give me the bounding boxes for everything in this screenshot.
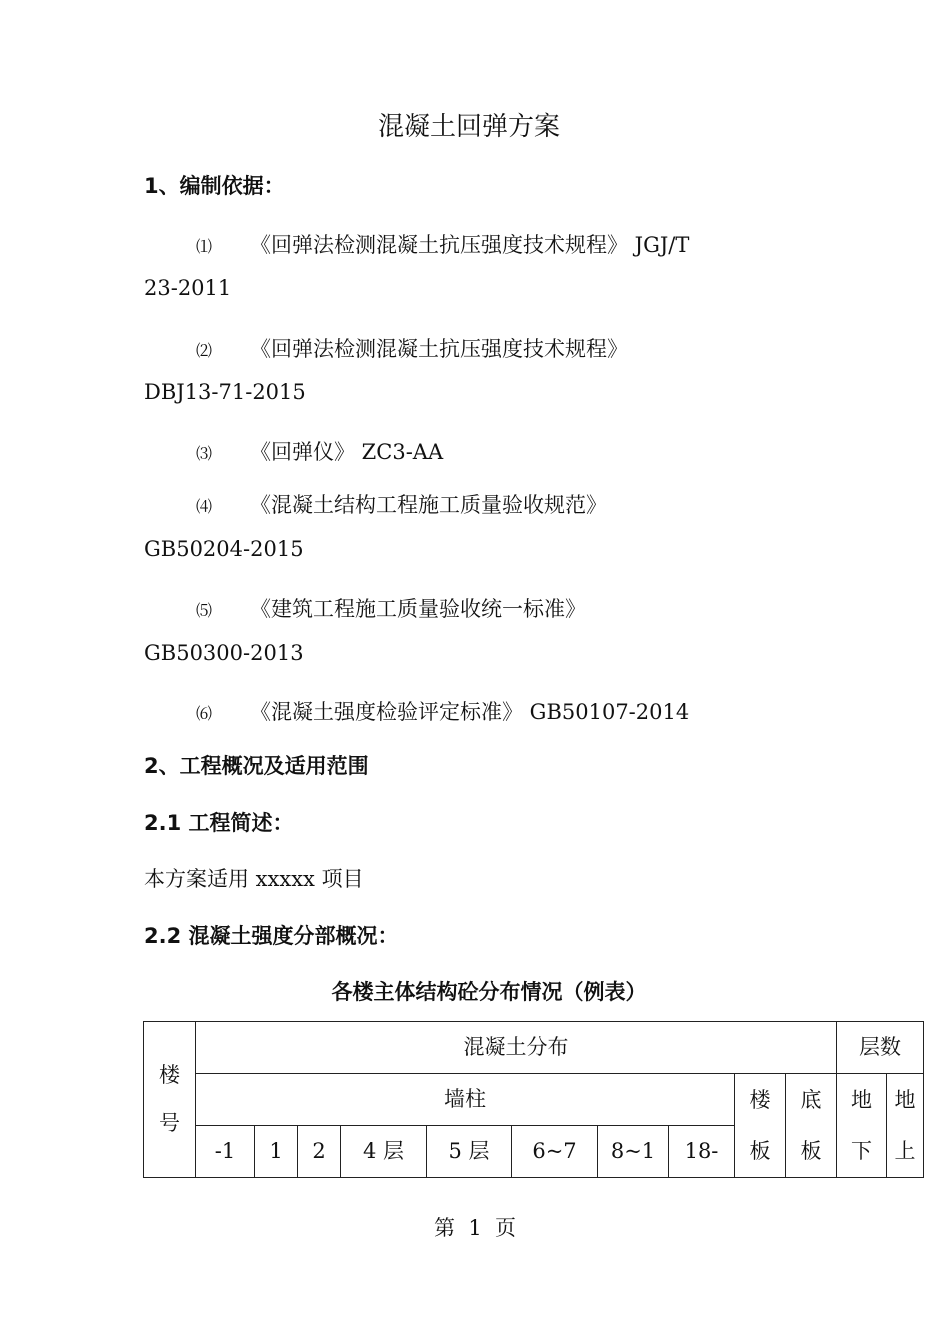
ref-item-4-code: GB50204-2015 (144, 537, 304, 561)
level-cell: 8~1 (598, 1126, 669, 1178)
ref-item-3-number: ⑶ (196, 444, 213, 463)
slab-header (735, 1074, 786, 1178)
building-header-char-2: 号 (159, 1111, 180, 1135)
level-cell: 2 (298, 1126, 341, 1178)
level-cell: -1 (196, 1126, 255, 1178)
table-title: 各楼主体结构砼分布情况（例表） (331, 980, 647, 1004)
aboveground-header-char-2: 上 (894, 1138, 916, 1163)
document-title: 混凝土回弹方案 (377, 112, 560, 142)
bottom-slab-header (786, 1074, 837, 1178)
underground-header-char-2: 下 (851, 1138, 872, 1163)
ref-item-6-title: 《混凝土强度检验评定标准》 GB50107-2014 (250, 700, 690, 724)
slab-header-char-2: 板 (749, 1138, 771, 1163)
section2-1-text: 本方案适用 xxxxx 项目 (144, 867, 364, 891)
underground-header-char-1: 地 (851, 1087, 872, 1112)
underground-floors-header (837, 1074, 887, 1178)
bottom-slab-header-char-1: 底 (800, 1087, 822, 1112)
level-cell: 18- (669, 1126, 735, 1178)
ref-item-5-title: 《建筑工程施工质量验收统一标准》 (250, 597, 586, 621)
level-cell: 1 (255, 1126, 298, 1178)
level-cell: 5 层 (427, 1126, 512, 1178)
concrete-distribution-table (143, 1021, 924, 1178)
page-footer: 第 1 页 (433, 1216, 517, 1240)
section2-heading: 2、工程概况及适用范围 (144, 754, 369, 778)
ref-item-5-number: ⑸ (196, 601, 213, 620)
level-cell: 6~7 (512, 1126, 598, 1178)
wall-column-header: 墙柱 (196, 1074, 735, 1126)
section2-1-heading: 2.1 工程简述： (144, 811, 294, 835)
floor-count-header: 层数 (837, 1022, 924, 1074)
concrete-distribution-header: 混凝土分布 (196, 1022, 837, 1074)
ref-item-1-number: ⑴ (196, 237, 213, 256)
level-cell: 4 层 (341, 1126, 427, 1178)
section2-2-heading: 2.2 混凝土强度分部概况： (144, 924, 399, 948)
bottom-slab-header-char-2: 板 (800, 1138, 822, 1163)
section1-heading: 1、编制依据： (144, 174, 285, 198)
ref-item-2-title: 《回弹法检测混凝土抗压强度技术规程》 (250, 337, 628, 361)
ref-item-1-code: 23-2011 (144, 276, 232, 300)
ref-item-4-number: ⑷ (196, 497, 213, 516)
slab-header-char-1: 楼 (749, 1087, 771, 1112)
building-number-header (144, 1022, 196, 1178)
building-header-char-1: 楼 (159, 1063, 180, 1087)
ref-item-2-code: DBJ13-71-2015 (144, 380, 306, 404)
ref-item-1-title: 《回弹法检测混凝土抗压强度技术规程》 JGJ/T (250, 233, 690, 257)
aboveground-header-char-1: 地 (894, 1087, 916, 1112)
ref-item-5-code: GB50300-2013 (144, 641, 304, 665)
ref-item-4-title: 《混凝土结构工程施工质量验收规范》 (250, 493, 607, 517)
aboveground-floors-header (887, 1074, 924, 1178)
ref-item-2-number: ⑵ (196, 341, 213, 360)
ref-item-3-title: 《回弹仪》 ZC3-AA (250, 440, 444, 464)
ref-item-6-number: ⑹ (196, 704, 213, 723)
